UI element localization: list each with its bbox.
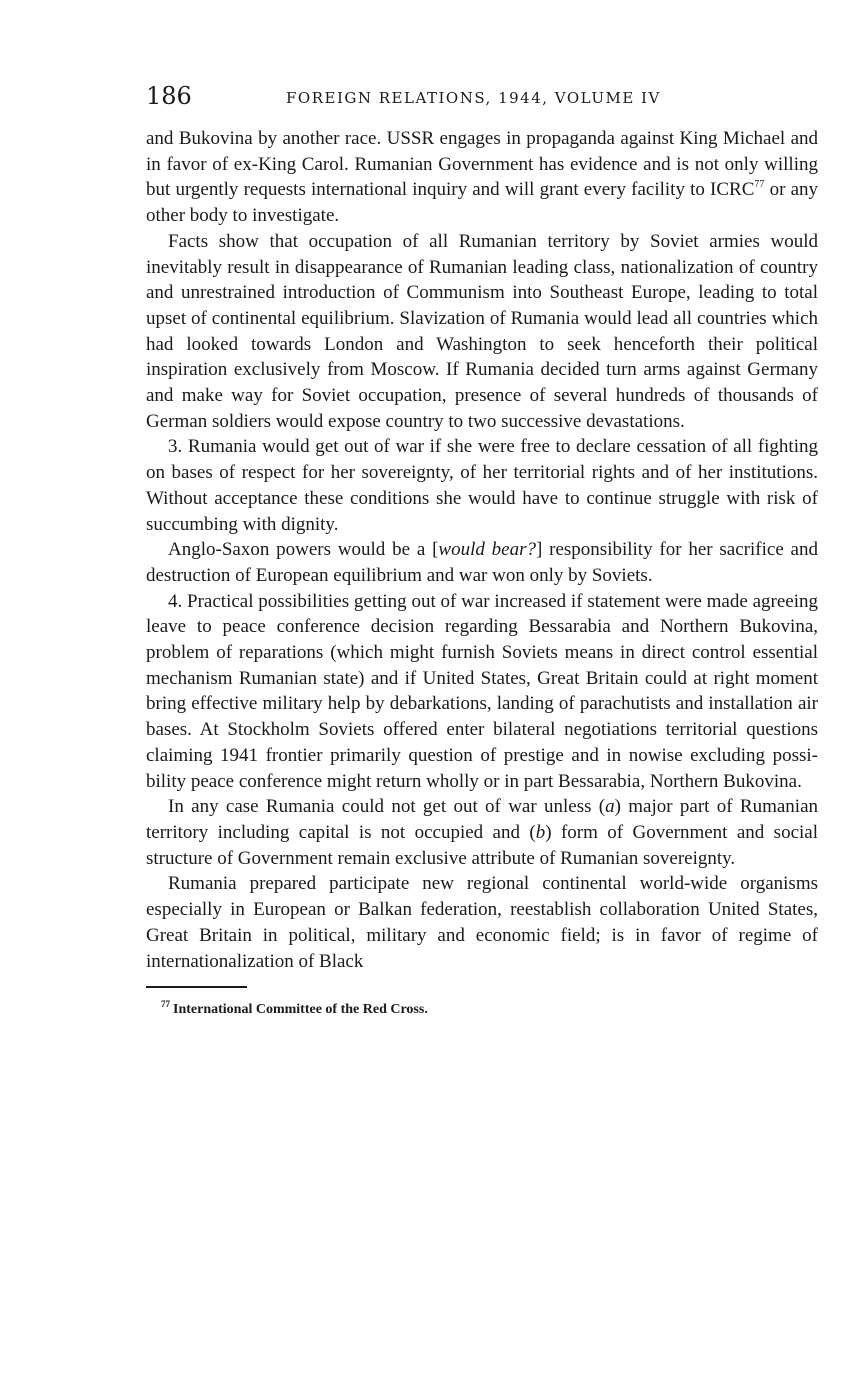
- paragraph-1-text: and Bukovina by another race. USSR engages in propaganda against King Michael and in favor of ex-King Carol. Rumanian Government has evidence and is not only willing but urgently requests international inquiry and will grant every facility to ICRC: [146, 128, 818, 201]
- footnote-number: 77: [161, 999, 170, 1010]
- paragraph-1-text-end: or any other body to investigate.: [146, 179, 818, 227]
- footnote-text: International Committee of the Red Cross.: [173, 1002, 428, 1018]
- paragraph-6: [146, 794, 818, 871]
- editorial-insertion: would bear?: [438, 539, 537, 561]
- document-page: [146, 82, 818, 1018]
- paragraph-6-text-mid: ) major part of Rumanian territory including capital is not occupied and (: [146, 796, 819, 843]
- page-number: 186: [146, 82, 192, 110]
- paragraph-6-text-end: ) form of Government and social structure of Government remain exclusive attribute of Rumanian sovereignty.: [146, 821, 819, 869]
- footnote-reference: 77: [754, 179, 765, 191]
- footnote: [146, 999, 818, 1018]
- paragraph-7: Rumania prepared participate new regional continental world-wide organisms especially in European or Balkan federation, reestablish collaboration United States, Great Britain in political, military and economic field; is in favor of regime of internationalization of Black: [146, 873, 818, 972]
- paragraph-4: [146, 537, 818, 588]
- running-header: [146, 82, 818, 112]
- item-letter-b: b: [535, 821, 546, 843]
- paragraph-3: 3. Rumania would get out of war if she were free to declare cessation of all fighting on bases of respect for her sovereignty, of her territorial rights and of her institutions. Without acceptance these conditions she would have to continue struggle with risk of succumbing with dignity.: [146, 436, 818, 535]
- paragraph-4-text: Anglo-Saxon powers would be a [: [168, 539, 439, 561]
- running-title: FOREIGN RELATIONS, 1944, VOLUME IV: [286, 89, 661, 107]
- footnote-divider: [146, 986, 247, 988]
- paragraph-5: 4. Practical possibilities getting out of war increased if statement were made agreeing leave to peace conference decision regarding Bessarabia and Northern Bukovina, problem of reparations (which might furnish Soviets means in direct control essential mechanism Rumanian state) and if United States, Great Britain could at right moment bring effective military help by debarkations, landing of parachutists and installation air bases. At Stockholm Soviets offered enter bilateral negotiations territorial questions claiming 1941 frontier primarily question of prestige and in nowise excluding possibility peace conference might return wholly or in part Bessarabia, Northern Bukovina.: [146, 590, 818, 792]
- paragraph-6-text: In any case Rumania could not get out of war unless (: [168, 796, 606, 818]
- paragraph-4-text-end: ] responsibility for her sacrifice and destruction of European equilibrium and war won only by Soviets.: [146, 539, 818, 586]
- item-letter-a: a: [605, 796, 615, 818]
- paragraph-1: [146, 126, 818, 229]
- body-text: [146, 126, 818, 974]
- paragraph-2: Facts show that occupation of all Rumanian territory by Soviet armies would inevitably result in disappearance of Rumanian leading class, nationalization of country and unrestrained introduction of Communism into Southeast Europe, leading to total upset of continental equilibrium. Slavization of Rumania would lead all countries which had looked towards London and Washington to seek henceforth their political inspiration exclusively from Moscow. If Rumania decided turn arms against Germany and make way for Soviet occupation, presence of several hundreds of thousands of German soldiers would expose country to two successive devastations.: [146, 230, 818, 432]
